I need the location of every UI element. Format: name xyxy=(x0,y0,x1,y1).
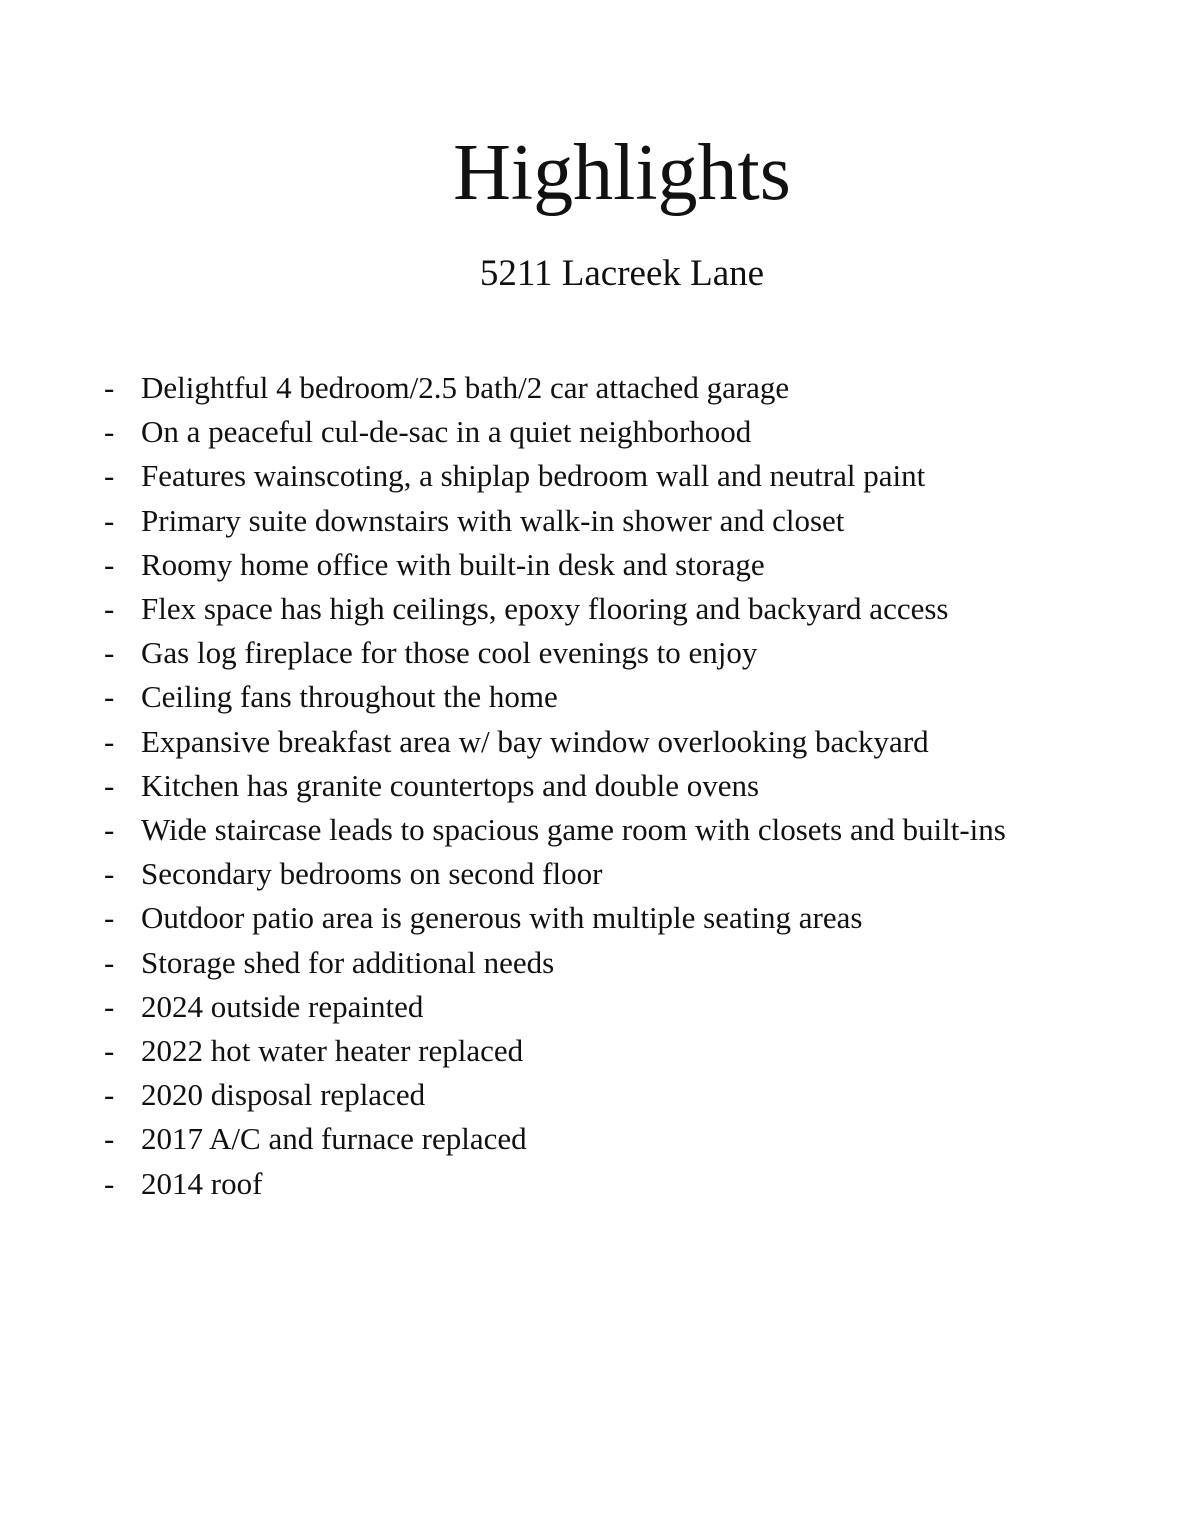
list-item-text: 2024 outside repainted xyxy=(141,988,424,1024)
bullet-marker: - xyxy=(104,1077,115,1113)
bullet-marker: - xyxy=(104,502,115,538)
list-item-text: Wide staircase leads to spacious game room with closets and built-ins xyxy=(141,812,1006,848)
bullet-marker: - xyxy=(104,812,115,848)
bullet-marker: - xyxy=(104,1033,115,1069)
list-item-text: Delightful 4 bedroom/2.5 bath/2 car attached garage xyxy=(141,370,790,405)
list-item-text: On a peaceful cul-de-sac in a quiet neighborhood xyxy=(141,414,752,450)
bullet-marker: - xyxy=(104,723,115,759)
list-item xyxy=(104,896,1104,940)
list-item xyxy=(104,587,1104,631)
list-item xyxy=(104,499,1104,543)
list-item-text: Expansive breakfast area w/ bay window overlooking backyard xyxy=(141,723,929,759)
bullet-marker: - xyxy=(104,414,115,450)
list-item xyxy=(104,454,1104,498)
bullet-marker: - xyxy=(104,767,115,803)
bullet-marker: - xyxy=(104,1165,115,1201)
list-item-text: Primary suite downstairs with walk-in shower and closet xyxy=(141,502,845,538)
list-item xyxy=(104,410,1104,454)
bullet-marker: - xyxy=(104,944,115,980)
bullet-marker: - xyxy=(104,988,115,1024)
page-title: Highlights xyxy=(453,129,791,217)
list-item-text: Roomy home office with built-in desk and storage xyxy=(141,546,765,582)
list-item xyxy=(104,631,1104,675)
bullet-marker: - xyxy=(104,679,115,715)
list-item-text: Flex space has high ceilings, epoxy flooring and backyard access xyxy=(141,591,949,627)
bullet-marker: - xyxy=(104,546,115,582)
list-item-text: 2022 hot water heater replaced xyxy=(141,1033,524,1069)
bullet-marker: - xyxy=(104,900,115,936)
list-item-text: Secondary bedrooms on second floor xyxy=(141,856,603,892)
list-item-text: Gas log fireplace for those cool evenings to enjoy xyxy=(141,635,758,671)
list-item xyxy=(104,1073,1104,1117)
list-item xyxy=(104,852,1104,896)
list-item xyxy=(104,1117,1104,1161)
bullet-marker: - xyxy=(104,856,115,892)
bullet-marker: - xyxy=(104,591,115,627)
list-item xyxy=(104,764,1104,808)
list-item-text: 2020 disposal replaced xyxy=(141,1077,426,1113)
list-item xyxy=(104,720,1104,764)
list-item xyxy=(104,985,1104,1029)
list-item-text: Ceiling fans throughout the home xyxy=(141,679,558,715)
list-item-text: Kitchen has granite countertops and double ovens xyxy=(141,767,760,803)
list-item-text: Features wainscoting, a shiplap bedroom wall and neutral paint xyxy=(141,458,926,494)
list-item-text: Storage shed for additional needs xyxy=(141,944,555,980)
list-item xyxy=(104,543,1104,587)
list-item xyxy=(104,1029,1104,1073)
list-item xyxy=(104,675,1104,719)
property-address: 5211 Lacreek Lane xyxy=(479,253,765,294)
bullet-marker: - xyxy=(104,635,115,671)
list-item xyxy=(104,366,1104,410)
list-item-text: 2014 roof xyxy=(141,1165,263,1201)
list-item xyxy=(104,1162,1104,1206)
list-item-text: Outdoor patio area is generous with multiple seating areas xyxy=(141,900,863,936)
bullet-marker: - xyxy=(104,370,115,405)
highlights-list xyxy=(104,366,1104,1206)
bullet-marker: - xyxy=(104,1121,115,1157)
bullet-marker: - xyxy=(104,458,115,494)
list-item xyxy=(104,941,1104,985)
list-item-text: 2017 A/C and furnace replaced xyxy=(141,1121,527,1157)
list-item xyxy=(104,808,1104,852)
